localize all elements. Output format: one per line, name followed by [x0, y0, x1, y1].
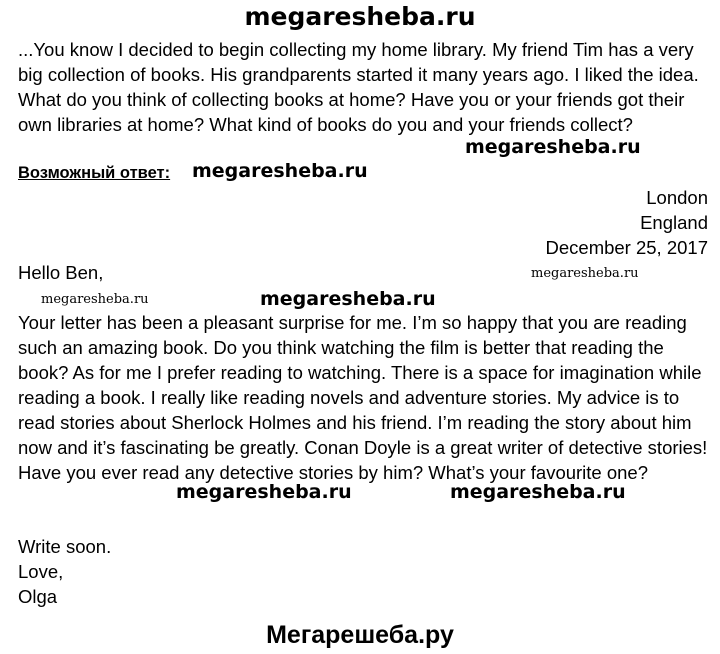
- address-city: London: [646, 187, 708, 208]
- letter-date: December 25, 2017: [545, 237, 708, 258]
- prompt-text: ...You know I decided to begin collecting my home library. My friend Tim has a very big collection of books. His grandparents started it many years ago. I liked the idea. What do you think of collecting books at home? Have you or your friends got their own libraries at home? What kind of books do you and your friends collect?: [18, 39, 699, 135]
- watermark: megaresheba.ru: [450, 481, 626, 503]
- site-title: megaresheba.ru: [244, 2, 476, 31]
- greeting: Hello Ben,: [18, 262, 104, 283]
- watermark: megaresheba.ru: [260, 288, 436, 310]
- signature: Olga: [18, 586, 58, 607]
- address-country: England: [640, 212, 708, 233]
- letter-body: Your letter has been a pleasant surprise for me. I’m so happy that you are reading such an amazing book. Do you think watching the film is better that reading the book? As for me I prefer reading to watching. There is a space for imagination while reading a book. I really like reading novels and adventure stories. My advice is to read stories about Sherlock Holmes and his friend. I’m reading the story about him now and it’s fascinating be greatly. Conan Doyle is a great writer of detective stories! Have you ever read any detective stories by him? What’s your favourite one?: [18, 312, 708, 483]
- answer-label: Возможный ответ:: [18, 164, 171, 182]
- watermark: megaresheba.ru: [531, 266, 639, 281]
- closing-write-soon: Write soon.: [18, 536, 112, 557]
- footer-brand: Мегарешеба.ру: [266, 621, 454, 649]
- closing-love: Love,: [18, 561, 64, 582]
- watermark: megaresheba.ru: [176, 481, 352, 503]
- watermark: megaresheba.ru: [192, 160, 368, 182]
- watermark: megaresheba.ru: [41, 292, 149, 307]
- watermark: megaresheba.ru: [465, 136, 641, 158]
